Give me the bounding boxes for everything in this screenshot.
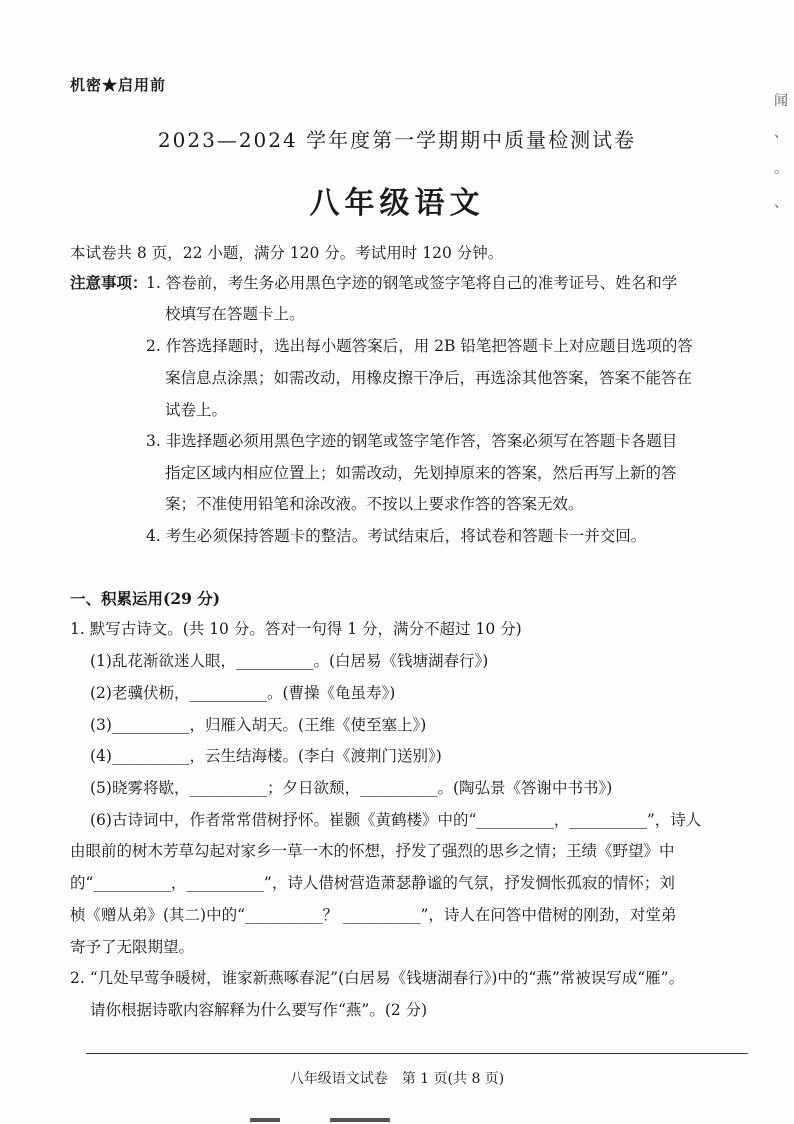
edge-mark: 、: [774, 125, 788, 141]
notice-line: 1. 答卷前，考生务必用黑色字迹的钢笔或签字笔将自己的准考证号、姓名和学: [146, 274, 678, 292]
notice-line: 案；不准使用铅笔和涂改液。不按以上要求作答的答案无效。: [165, 495, 584, 513]
question-1-item: (5)晓雾将歇，__________；夕日欲颓，__________。(陶弘景《答谢中书书》): [90, 779, 613, 797]
notice-line: 校填写在答题卡上。: [165, 305, 305, 323]
question-1-item: (1)乱花渐欲迷人眼，__________。(白居易《钱塘湖春行》): [90, 652, 489, 670]
question-1-item: (6)古诗词中，作者常常借树抒怀。崔颢《黄鹤楼》中的“__________，__________”，诗人: [90, 811, 702, 829]
scan-artifact: [250, 1118, 280, 1122]
exam-title: 2023—2024 学年度第一学期期中质量检测试卷: [157, 128, 637, 152]
subject-title: 八年级语文: [309, 186, 485, 221]
question-1-item: (3)__________，归雁入胡天。(王维《使至塞上》): [90, 716, 427, 734]
edge-mark: 闻: [774, 93, 788, 109]
question-1-item: (2)老骥伏枥，__________。(曹操《龟虽寿》): [90, 684, 396, 702]
question-2-text: 请你根据诗歌内容解释为什么要写作“燕”。(2 分): [90, 1001, 428, 1019]
edge-mark: 。: [774, 161, 788, 177]
notice-line: 4. 考生必须保持答题卡的整洁。考试结束后，将试卷和答题卡一并交回。: [146, 527, 647, 545]
notice-line: 3. 非选择题必须用黑色字迹的钢笔或签字笔作答，答案必须写在答题卡各题目: [146, 432, 678, 450]
section-heading: 一、积累运用(29 分): [70, 589, 221, 608]
notice-line: 试卷上。: [165, 401, 228, 419]
exam-intro: 本试卷共 8 页，22 小题，满分 120 分。考试用时 120 分钟。: [70, 244, 504, 262]
question-1-item: 桢《赠从弟》(其二)中的“__________？ __________”，诗人在问答中借树的刚劲，对堂弟: [70, 906, 677, 924]
question-2-text: 2. “几处早莺争暖树，谁家新燕啄春泥”(白居易《钱塘湖春行》)中的“燕”常被误写成“雁”。: [70, 969, 685, 987]
notice-line: 指定区域内相应位置上；如需改动，先划掉原来的答案，然后再写上新的答: [165, 464, 677, 482]
edge-mark: 、: [774, 195, 788, 211]
question-1-stem: 1. 默写古诗文。(共 10 分。答对一句得 1 分，满分不超过 10 分): [70, 620, 522, 638]
question-1-item: 的“__________，__________”，诗人借树营造萧瑟静谧的气氛，抒发惆怅孤寂的情怀；刘: [70, 874, 675, 892]
notice-line: 案信息点涂黑；如需改动，用橡皮擦干净后，再选涂其他答案，答案不能答在: [165, 369, 693, 387]
question-1-item: 由眼前的树木芳草勾起对家乡一草一木的怀想，抒发了强烈的思乡之情；王绩《野望》中: [70, 842, 675, 860]
confidential-label: 机密★启用前: [70, 76, 167, 94]
notice-line: 2. 作答选择题时，选出每小题答案后，用 2B 铅笔把答题卡上对应题目选项的答: [146, 337, 693, 355]
question-1-item: (4)__________，云生结海楼。(李白《渡荆门送别》): [90, 747, 442, 765]
footer-divider: [86, 1053, 748, 1054]
page-footer: 八年级语文试卷 第 1 页(共 8 页): [289, 1071, 505, 1087]
notice-label: 注意事项：: [70, 273, 148, 292]
question-1-item: 寄予了无限期望。: [70, 938, 195, 956]
scan-artifact: [330, 1118, 390, 1122]
